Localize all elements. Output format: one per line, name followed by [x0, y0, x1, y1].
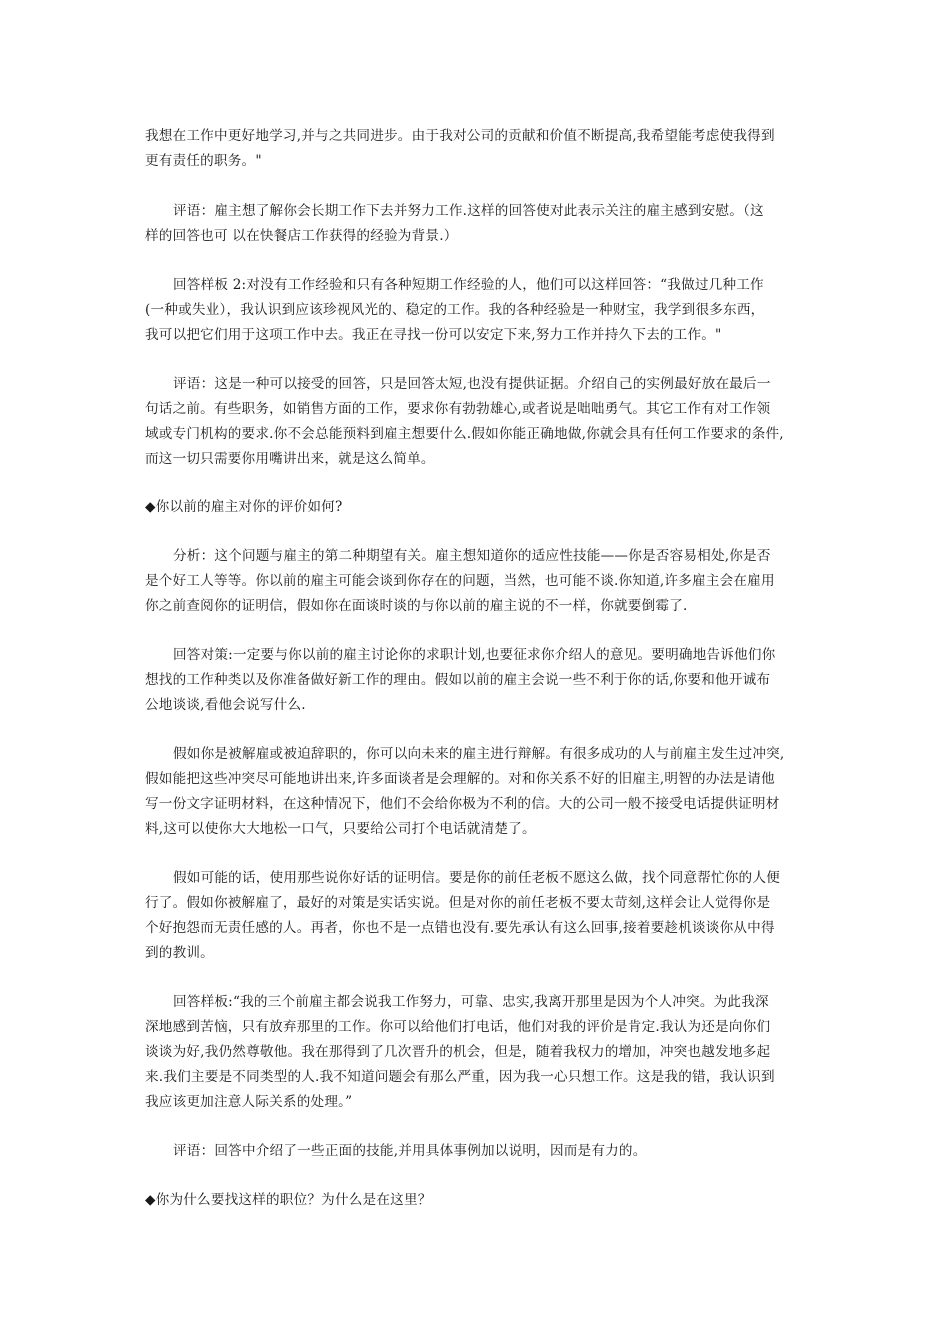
paragraph-line: 料,这可以使你大大地松一口气，只要给公司打个电话就清楚了。: [145, 821, 536, 837]
paragraph-line: 行了。假如你被解雇了，最好的对策是实话实说。但是对你的前任老板不要太苛刻,这样会让人觉得你是: [145, 895, 771, 911]
paragraph-line: 我想在工作中更好地学习,并与之共同进步。由于我对公司的贡献和价值不断提高,我希望能考虑使我得到: [145, 128, 775, 144]
sample-answer-line: 深地感到苦恼，只有放弃那里的工作。你可以给他们打电话，他们对我的评价是肯定.我认为还是向你们: [145, 1019, 771, 1035]
paragraph-line: 到的教训。: [145, 945, 214, 961]
comment-line: 而这一切只需要你用嘴讲出来，就是这么简单。: [145, 451, 435, 467]
strategy-line: 想找的工作种类以及你准备做好新工作的理由。假如以前的雇主会说一些不利于你的话,你要和他开诚布: [145, 672, 771, 688]
comment-line: 句话之前。有些职务，如销售方面的工作，要求你有勃勃雄心,或者说是咄咄勇气。其它工作有对工作领: [145, 401, 771, 417]
strategy-line: 公地谈谈,看他会说写什么.: [145, 697, 306, 713]
sample-answer-line: 我应该更加注意人际关系的处理。”: [145, 1094, 353, 1110]
analysis-line: 你之前查阅你的证明信，假如你在面谈时谈的与你以前的雇主说的不一样，你就要倒霉了.: [145, 598, 688, 614]
comment-line: 样的回答也可 以在快餐店工作获得的经验为背景.）: [145, 228, 458, 244]
sample-answer-line: 回答样板 2:对没有工作经验和只有各种短期工作经验的人，他们可以这样回答：“我做过几种工作: [173, 277, 764, 293]
sample-answer-line: 谈谈为好,我仍然尊敬他。我在那得到了几次晋升的机会，但是，随着我权力的增加，冲突也越发地多起: [145, 1044, 771, 1060]
analysis-line: 是个好工人等等。你以前的雇主可能会谈到你存在的问题，当然，也可能不谈.你知道,许多雇主会在雇用: [145, 573, 775, 589]
comment-line: 域或专门机构的要求.你不会总能预料到雇主想要什么.假如你能正确地做,你就会具有任何工作要求的条件,: [145, 426, 784, 442]
paragraph-line: 个好抱怨而无责任感的人。再者，你也不是一点错也没有.要先承认有这么回事,接着要趁机谈谈你从中得: [145, 920, 775, 936]
paragraph-line: 更有责任的职务。": [145, 153, 262, 169]
sample-answer-line: (一种或失业），我认识到应该珍视风光的、稳定的工作。我的各种经验是一种财宝，我学到很多东西，: [145, 302, 765, 318]
paragraph-line: 写一份文字证明材料，在这种情况下，他们不会给你极为不利的信。大的公司一般不接受电话提供证明材: [145, 796, 780, 812]
comment-line: 评语：这是一种可以接受的回答，只是回答太短,也没有提供证据。介绍自己的实例最好放在最后一: [173, 376, 771, 392]
sample-answer-line: 我可以把它们用于这项工作中去。我正在寻找一份可以安定下来,努力工作并持久下去的工作。": [145, 327, 722, 343]
section-heading: ◆你为什么要找这样的职位？为什么是在这里？: [145, 1192, 432, 1208]
paragraph-line: 假如能把这些冲突尽可能地讲出来,许多面谈者是会理解的。对和你关系不好的旧雇主,明智的办法是请他: [145, 771, 775, 787]
sample-answer-line: 回答样板:“我的三个前雇主都会说我工作努力，可靠、忠实,我离开那里是因为个人冲突。为此我深: [173, 994, 769, 1010]
comment-line: 评语：回答中介绍了一些正面的技能,并用具体事例加以说明，因而是有力的。: [173, 1143, 647, 1159]
sample-answer-line: 来.我们主要是不同类型的人.我不知道问题会有那么严重，因为我一心只想工作。这是我的错，我认识到: [145, 1069, 775, 1085]
strategy-line: 回答对策:一定要与你以前的雇主讨论你的求职计划,也要征求你介绍人的意见。要明确地告诉他们你: [173, 647, 776, 663]
section-heading: ◆你以前的雇主对你的评价如何?: [145, 499, 343, 515]
paragraph-line: 假如你是被解雇或被迫辞职的，你可以向未来的雇主进行辩解。有很多成功的人与前雇主发生过冲突,: [173, 746, 785, 762]
comment-line: 评语：雇主想了解你会长期工作下去并努力工作.这样的回答使对此表示关注的雇主感到安慰。（这: [173, 203, 764, 219]
analysis-line: 分析：这个问题与雇主的第二种期望有关。雇主想知道你的适应性技能——你是否容易相处,你是否: [173, 548, 771, 564]
paragraph-line: 假如可能的话，使用那些说你好话的证明信。要是你的前任老板不愿这么做，找个同意帮忙你的人便: [173, 870, 780, 886]
